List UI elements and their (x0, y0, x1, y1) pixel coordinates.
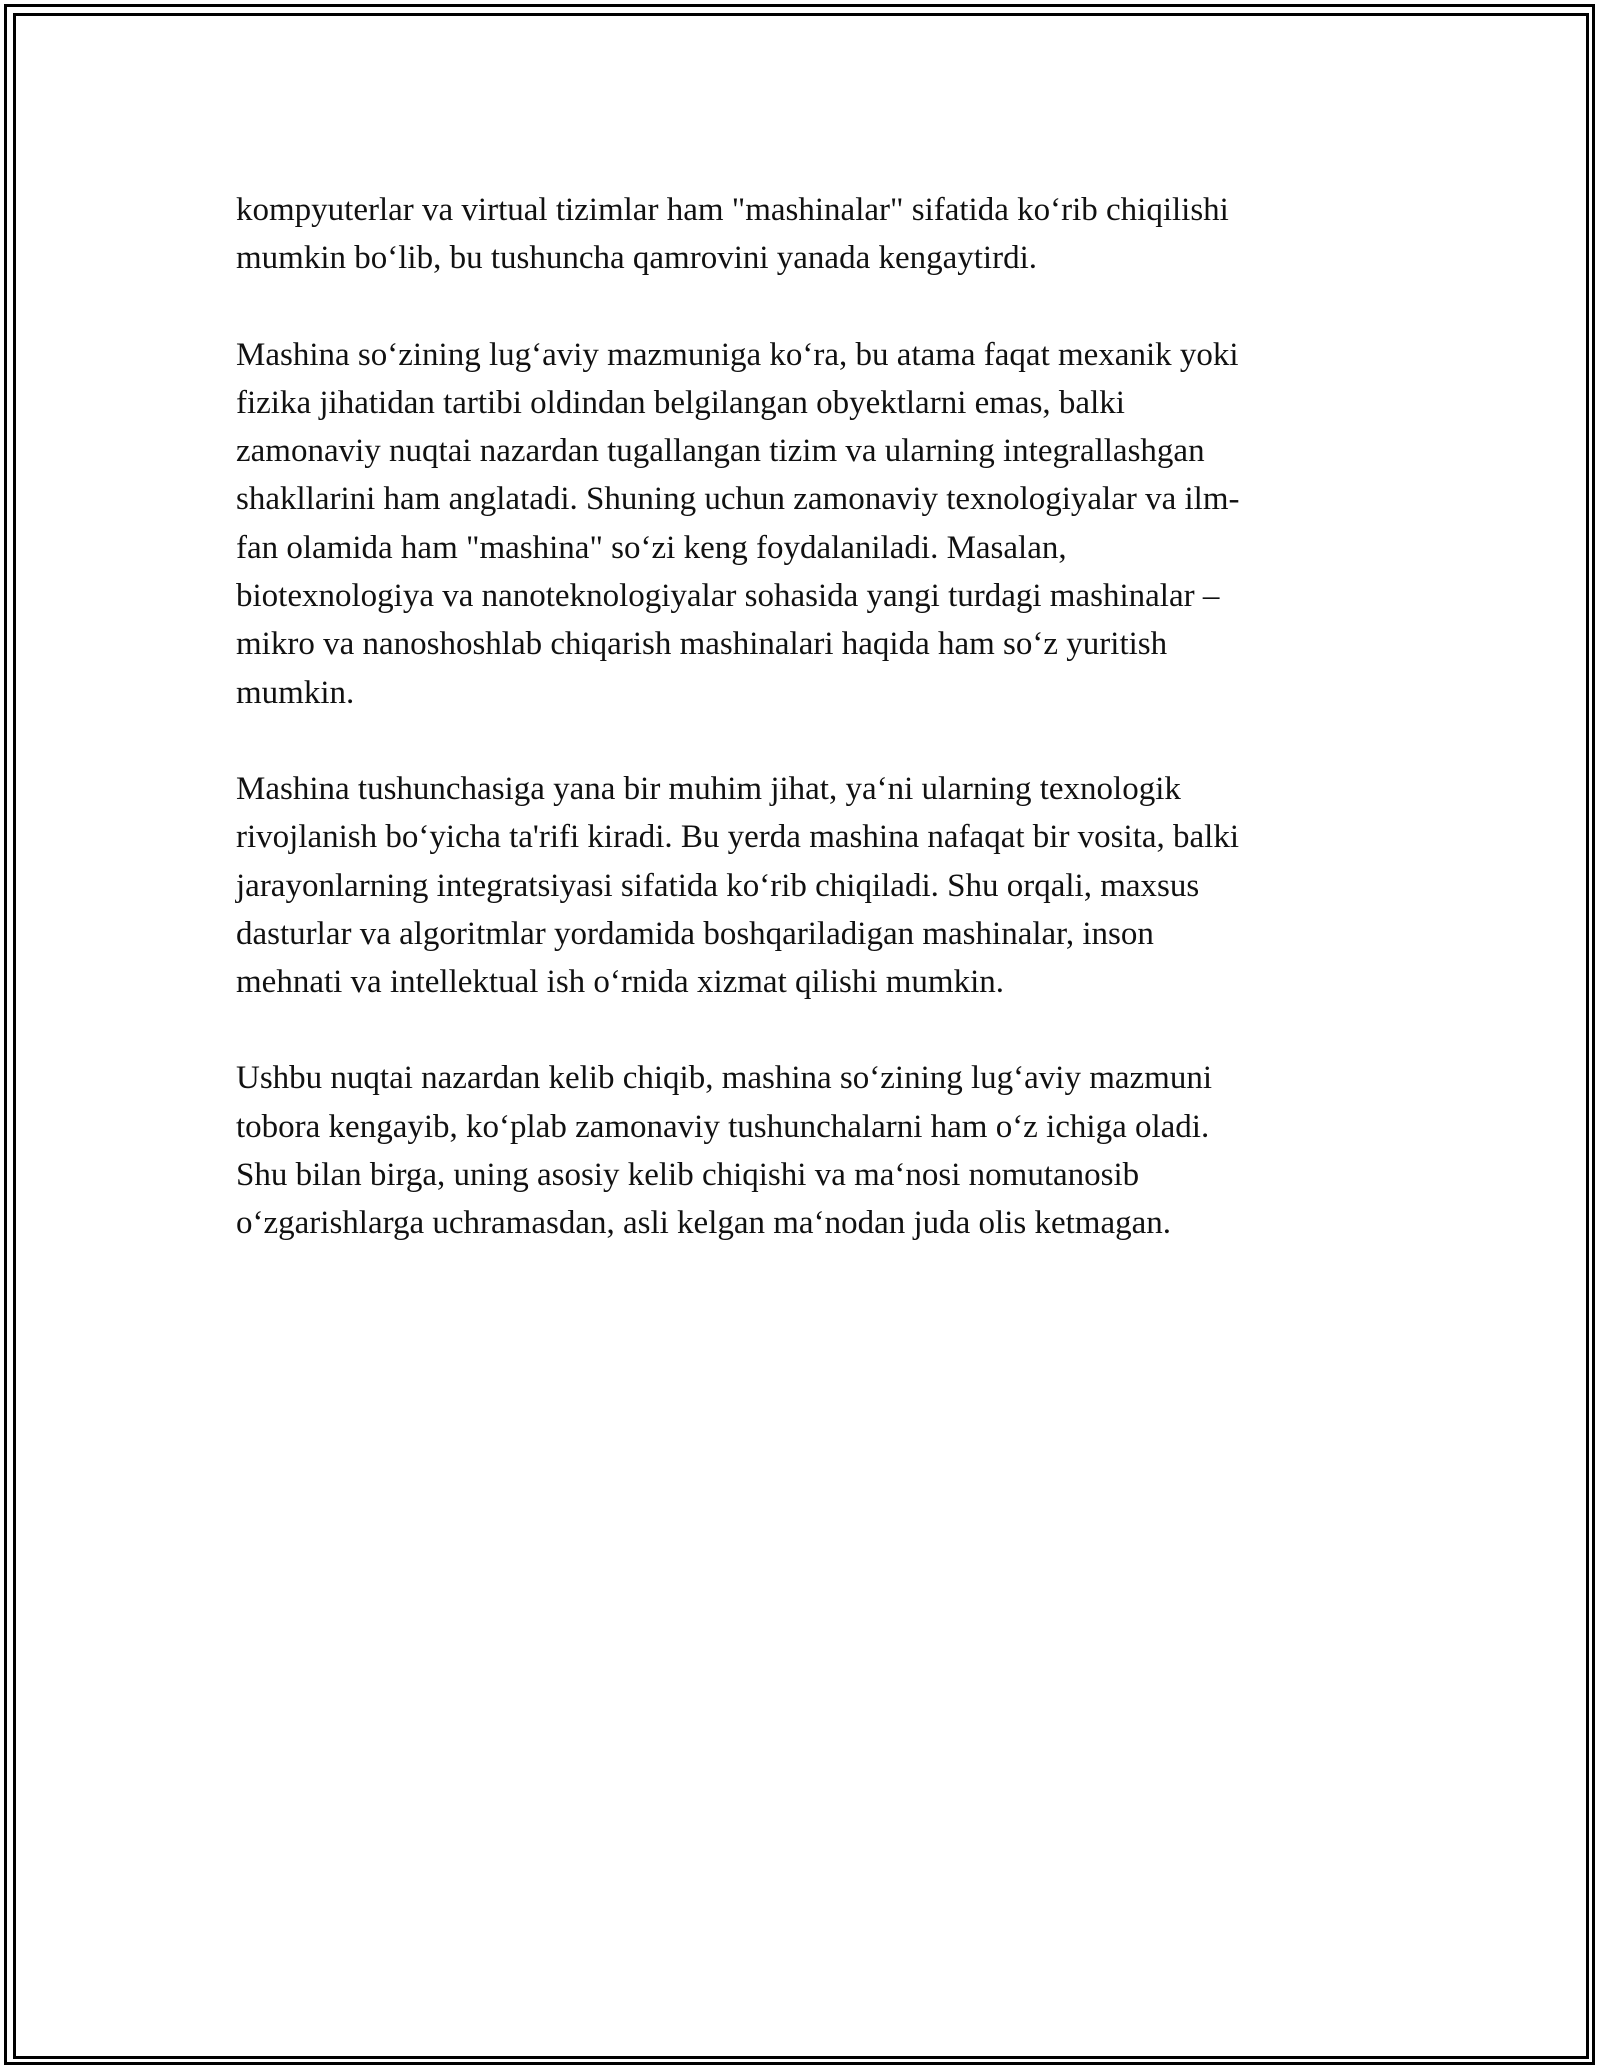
text-line: Mashina tushunchasiga yana bir muhim jihat, yaʻni ularning texnologik (236, 770, 1181, 807)
document-body (236, 186, 1366, 1296)
text-line: jarayonlarning integratsiyasi sifatida koʻrib chiqiladi. Shu orqali, maxsus (236, 867, 1200, 904)
text-line: mumkin. (236, 674, 355, 711)
paragraph-3 (236, 765, 1366, 1006)
text-line: zamonaviy nuqtai nazardan tugallangan tizim va ularning integrallashgan (236, 433, 1205, 470)
text-line: Shu bilan birga, uning asosiy kelib chiqishi va maʻnosi nomutanosib (236, 1157, 1140, 1194)
text-line: shakllarini ham anglatadi. Shuning uchun zamonaviy texnologiyalar va ilm- (236, 481, 1240, 518)
text-line: biotexnologiya va nanoteknologiyalar sohasida yangi turdagi mashinalar – (236, 578, 1220, 615)
text-line: fan olamida ham "mashina" soʻzi keng foydalaniladi. Masalan, (236, 529, 1067, 566)
text-line: rivojlanish boʻyicha ta'rifi kiradi. Bu yerda mashina nafaqat bir vosita, balki (236, 819, 1239, 856)
text-line: oʻzgarishlarga uchramasdan, asli kelgan maʻnodan juda olis ketmagan. (236, 1205, 1171, 1242)
paragraph-2 (236, 331, 1366, 717)
paragraph-4 (236, 1054, 1366, 1247)
text-line: mumkin boʻlib, bu tushuncha qamrovini yanada kengaytirdi. (236, 240, 1038, 277)
text-line: mehnati va intellektual ish oʻrnida xizmat qilishi mumkin. (236, 964, 1005, 1001)
text-line: dasturlar va algoritmlar yordamida boshqariladigan mashinalar, inson (236, 915, 1154, 952)
text-line: kompyuterlar va virtual tizimlar ham "mashinalar" sifatida koʻrib chiqilishi (236, 192, 1229, 228)
text-line: fizika jihatidan tartibi oldindan belgilangan obyektlarni emas, balki (236, 384, 1125, 421)
paragraph-1 (236, 186, 1366, 283)
text-line: Ushbu nuqtai nazardan kelib chiqib, mashina soʻzining lugʻaviy mazmuni (236, 1060, 1213, 1097)
text-line: mikro va nanoshoshlab chiqarish mashinalari haqida ham soʻz yuritish (236, 626, 1168, 663)
text-line: Mashina soʻzining lugʻaviy mazmuniga koʻra, bu atama faqat mexanik yoki (236, 336, 1239, 373)
text-line: tobora kengayib, koʻplab zamonaviy tushunchalarni ham oʻz ichiga oladi. (236, 1108, 1210, 1145)
